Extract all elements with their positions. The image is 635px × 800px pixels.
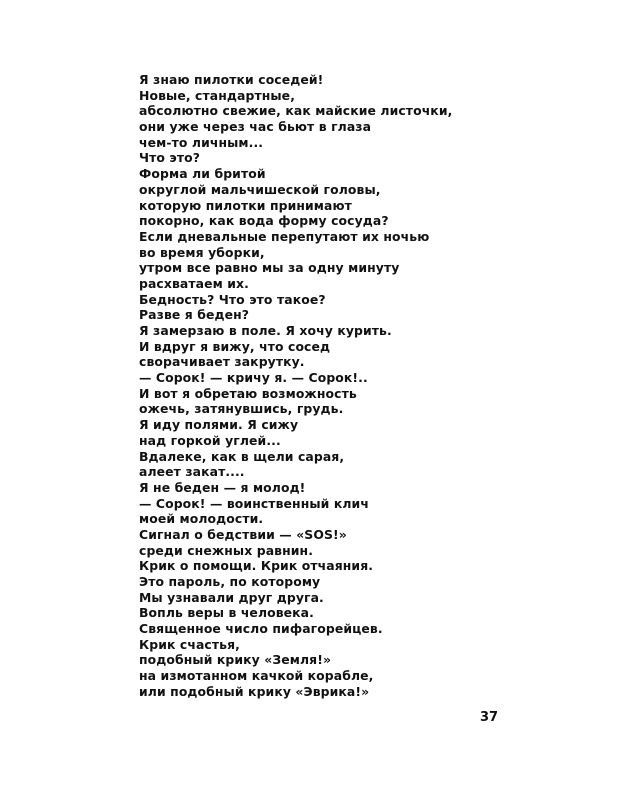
poem-line: они уже через час бьют в глаза bbox=[139, 119, 372, 135]
poem-line: ожечь, затянувшись, грудь. bbox=[139, 401, 344, 417]
poem-line: Я не беден — я молод! bbox=[139, 479, 306, 495]
poem-line: чем-то личным... bbox=[139, 134, 264, 150]
poem-line: Крик о помощи. Крик отчаяния. bbox=[139, 558, 374, 574]
poem-line: над горкой углей... bbox=[139, 432, 281, 448]
poem-line: утром все равно мы за одну минуту bbox=[139, 260, 400, 276]
poem-line: во время уборки, bbox=[139, 244, 265, 260]
poem-line: среди снежных равнин. bbox=[139, 542, 314, 558]
poem-line: сворачивает закрутку. bbox=[139, 354, 305, 370]
poem-line: которую пилотки принимают bbox=[139, 197, 352, 213]
poem-line: Крик счастья, bbox=[139, 636, 240, 652]
poem-line: Новые, стандартные, bbox=[139, 87, 295, 103]
page-number: 37 bbox=[480, 710, 499, 725]
poem-line: покорно, как вода форму сосуда? bbox=[139, 213, 389, 229]
poem-line: или подобный крику «Эврика!» bbox=[139, 683, 370, 699]
poem-line: округлой мальчишеской головы, bbox=[139, 181, 381, 197]
poem-line: Бедность? Что это такое? bbox=[139, 291, 326, 307]
poem-line: Вдалеке, как в щели сарая, bbox=[139, 448, 345, 464]
poem-line: алеет закат.... bbox=[139, 464, 245, 480]
poem-line: Мы узнавали друг друга. bbox=[139, 589, 324, 605]
poem-line: Я замерзаю в поле. Я хочу курить. bbox=[139, 323, 392, 338]
poem-line: Что это? bbox=[139, 150, 201, 166]
poem-line: И вот я обретаю возможность bbox=[139, 385, 357, 401]
poem-line: — Сорок! — воинственный клич bbox=[139, 495, 369, 511]
poem-line: Форма ли бритой bbox=[139, 166, 266, 182]
poem-line: моей молодости. bbox=[139, 511, 264, 527]
poem-line: Разве я беден? bbox=[139, 307, 250, 323]
poem-line: Я знаю пилотки соседей! bbox=[139, 72, 324, 87]
poem-line: — Сорок! — кричу я. — Сорок!.. bbox=[139, 370, 368, 386]
poem-line: Священное число пифагорейцев. bbox=[139, 621, 383, 637]
poem-line: на измотанном качкой корабле, bbox=[139, 668, 374, 684]
poem-line: Я иду полями. Я сижу bbox=[139, 417, 299, 433]
poem-text bbox=[139, 72, 469, 700]
poem-line: подобный крику «Земля!» bbox=[139, 652, 332, 668]
poem-line: И вдруг я вижу, что сосед bbox=[139, 338, 331, 354]
poem-line: расхватаем их. bbox=[139, 275, 249, 291]
poem-line: Вопль веры в человека. bbox=[139, 605, 314, 621]
poem-line: абсолютно свежие, как майские листочки, bbox=[139, 103, 453, 119]
poem-line: Если дневальные перепутают их ночью bbox=[139, 228, 430, 244]
poem-line: Сигнал о бедствии — «SOS!» bbox=[139, 526, 347, 542]
poem-line: Это пароль, по которому bbox=[139, 574, 321, 589]
